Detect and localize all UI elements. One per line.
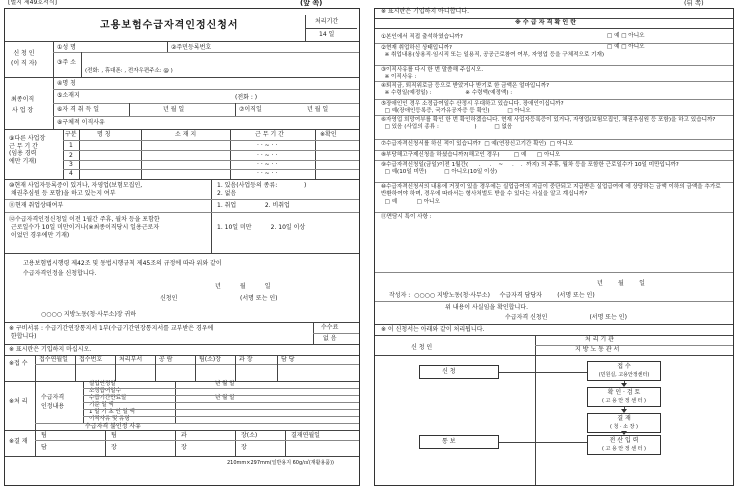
receipt-column-header: 과 장 — [239, 356, 253, 363]
checklist-divider — [375, 150, 733, 151]
flow-step-sub: (민원실, 고용안정센터) — [598, 372, 650, 378]
row-number: 3 — [69, 161, 73, 168]
checklist-question: ②현재 취업하신 상태입니까? ※ 취업내용(상용직·임시직 또는 일용직, 공공근로참여 여부, 자영업 등을 구체적으로 기재) — [381, 45, 605, 59]
processing-row-label: 기준 일 액 — [89, 401, 114, 408]
checklist-divider — [375, 99, 733, 100]
application-form-page — [4, 8, 360, 486]
receipt-column-header: 처리부서 — [119, 356, 143, 363]
receipt-label: ※접 수 — [9, 360, 28, 367]
column-divider — [235, 430, 236, 456]
addressee: ○○○○ 지방노동(청·사무소)장 귀하 — [41, 311, 137, 318]
processing-row-label: 실업인정일 — [89, 380, 116, 387]
row-number: 4 — [69, 170, 73, 177]
question-working-days: ⑫수급자격인정신청일 이전 1월간 주휴, 월차 등을 포함한 근로일수가 10일 미만이거나(※최종이직당시 일용근로자 이었던 경우에만 기재) — [9, 216, 160, 239]
checklist-divider — [375, 115, 733, 116]
column-divider — [195, 355, 196, 381]
col-name: 명 칭 — [97, 131, 111, 138]
fee-value: 없 음 — [323, 335, 337, 342]
processing-period-value: 14 일 — [319, 31, 335, 38]
flow-title: ※ 이 신청서는 아래와 같이 처리됩니다. — [381, 326, 485, 333]
checklist-divider — [375, 272, 733, 273]
receipt-column-header: 담 당 — [281, 356, 295, 363]
row-divider — [83, 395, 359, 396]
processing-label: ※처 리 — [9, 398, 28, 405]
processing-row-value: 년 월 일 — [215, 394, 235, 401]
flow-step-sub: ( 고 용 안 정 센 터 ) — [601, 398, 646, 404]
flow-step-label: 전 산 입 력 — [609, 437, 639, 444]
receipt-column-header: 팀(소)장 — [199, 356, 222, 363]
flow-apply-label: 신 청 — [442, 368, 456, 375]
applicant-confirm-sign: 수급자격 신청인 (서명 또는 인) — [505, 314, 627, 321]
checklist-question: ④퇴직금, 퇴직위로금 등으로 받았거나 받기로 한 금액은 얼마입니까? ※ 수령일(예정일) : ※ 수령액(예정액) : — [381, 83, 550, 97]
column-divider — [277, 355, 278, 381]
row-divider — [83, 388, 359, 389]
checklist-title: ※ 수 급 자 격 확 인 란 — [515, 19, 577, 26]
flow-step-label: 확 인 · 검 토 — [607, 389, 641, 396]
period-placeholder: · · ~ · · — [257, 170, 278, 177]
processing-row-label: 1 일 기 초 인 일 액 — [89, 408, 135, 415]
flow-notify-box — [419, 435, 499, 449]
row-divider — [83, 409, 359, 410]
approval-label: ※결 재 — [9, 438, 28, 445]
approval-column-header: 장(소) — [241, 432, 258, 439]
processing-period-label: 처리기간 — [315, 18, 339, 25]
checklist-question: ⑨수급자격신청일(금일)이전 1월간( . . ~ . . 까지) 의 주휴, 월차 등을 포함한 근로일수가 10일 미만입니까? □ 예(10일 미만) □ 아니오(10일 이상) — [381, 162, 679, 176]
checklist-divider — [375, 43, 733, 44]
question-employment-status: ⑪현재 취업상태여부 — [9, 202, 64, 209]
period-placeholder: · · ~ · · — [257, 161, 278, 168]
statement-date: 년 월 일 — [215, 283, 271, 290]
ineligibility-reason-label: 수급자격 불인정 사유 — [85, 423, 141, 430]
name-label: ①성 명 — [57, 44, 76, 51]
processing-row-label: 소정급여일수 — [89, 387, 121, 394]
form-title: 고용보험수급자격인정신청서 — [100, 20, 239, 31]
flow-col-agency-sub: 지 방 노 동 관 서 — [575, 346, 620, 353]
checklist-question: ⑦수급자격신청서를 하신 적이 있습니까? □ 예(연장신고기간 확인) □ 아니오 — [381, 141, 574, 147]
other-workplaces-label: ⑨다른 사업장 근 무 기 간 (임용 경력 에만 기재) — [9, 135, 46, 165]
answer-self-employment: 1. 있음(사업등의 종류: ) 2. 없음 — [217, 182, 307, 197]
flow-step-label: 접 수 — [617, 363, 631, 370]
column-divider — [115, 355, 116, 381]
flow-step-sub: ( 청 · 소 장 ) — [610, 424, 638, 430]
separation-date-label: ⑦이직일 — [239, 106, 262, 113]
hire-date-value: 년 월 일 — [163, 106, 185, 113]
flow-notify-label: 통 보 — [442, 438, 456, 445]
approval-column-header: 팀 — [41, 432, 47, 439]
period-placeholder: · · ~ · · — [257, 142, 278, 149]
legal-statement: 고용보험법시행령 제42조 및 동법시행규칙 제45조의 규정에 따라 위와 같이 수급자격인정을 신청합니다. — [23, 260, 222, 277]
paper-spec-footer: 210mm×297mm(일반용지 60g/㎡(재활용품)) — [227, 460, 335, 466]
flow-step-sub: ( 고 용 안 정 센 터 ) — [601, 446, 646, 452]
flow-step-box — [587, 435, 661, 455]
column-divider — [285, 430, 286, 456]
processing-row-label: 이직사유 및 유형 — [89, 415, 130, 422]
processing-row-label: 수급기간만료일 — [89, 394, 127, 401]
separation-date-value: 년 월 일 — [307, 106, 329, 113]
checklist-page — [374, 8, 734, 486]
approval-sub-label: 장 — [181, 444, 187, 451]
approval-sub-label: 장 — [241, 444, 247, 451]
checklist-question: ①본인에서 직접 출석하였습니까? — [381, 34, 463, 40]
workplace-section-label: 최종이직 사 업 장 — [11, 96, 35, 114]
flow-apply-box — [419, 365, 499, 379]
receipt-column-header: 접수번호 — [79, 356, 103, 363]
workplace-phone: (전화 : ) — [235, 94, 258, 101]
applicant-section-label: 신 청 인 (이 직 자) — [11, 50, 37, 67]
col-location: 소 재 지 — [175, 131, 197, 138]
address-label: ③주 소 — [57, 59, 76, 66]
flow-step-box — [587, 387, 661, 407]
checklist-question: ⑥자영업 희망여부를 확인 한 번 확인하겠습니다. 현재 사업자등록증이 있거나, 자영업(보험모집인, 채권추심원 등 포함)을 하고 있습니까? □ 있음 (사업의 종류 : ) □ 없음 — [381, 117, 716, 131]
checklist-divider — [375, 139, 733, 140]
receipt-column-header: 공 람 — [159, 356, 173, 363]
confirmation-line: 위 내용이 사실임을 확인합니다. — [445, 304, 528, 311]
workplace-address-label: ⑤소재지 — [57, 92, 80, 99]
required-documents-note: ※ 구비서류 : 수급기간연장통지서 1부(수급기간연장통지서를 교부받은 경우에 한합니다) — [9, 325, 214, 341]
fee-label: 수수료 — [321, 324, 339, 331]
approval-column-header: 과 — [181, 432, 187, 439]
receipt-column-header: 접수연월일 — [39, 356, 68, 363]
hire-date-label: ⑥자 격 취 득 일 — [57, 106, 99, 113]
side-label-front: (앞 쪽) — [300, 0, 323, 7]
rrn-label: ②주민등록번호 — [171, 44, 212, 51]
form-number: [별지 제49호서식] — [8, 0, 57, 6]
checklist-date: 년 월 일 — [597, 280, 645, 287]
checklist-divider — [375, 182, 733, 183]
checklist-options: □ 예 □ 아니오 — [607, 33, 645, 39]
eligibility-content-label: 수급자격 인정내용 — [41, 394, 65, 410]
side-label-back: (뒤 쪽) — [684, 0, 704, 7]
flow-col-agency: 처 리 기 관 — [585, 336, 614, 343]
office-use-note: ※ 표시란은 기입하지 마십시오. — [9, 346, 92, 353]
period-placeholder: · · ~ · · — [257, 152, 278, 159]
checklist-divider — [375, 160, 733, 161]
applicant-sign-hint: (서명 또는 인) — [240, 295, 278, 302]
separation-reason-label: ⑧구체적 이직사유 — [57, 119, 105, 126]
question-self-employment: ⑩현재 사업자등록증이 있거나, 자영업(보험모집인, 채권추심원 등 포함)을 하고 있는지 여부 — [9, 182, 143, 197]
flow-step-label: 결 재 — [617, 415, 631, 422]
column-divider — [235, 355, 236, 381]
processing-row-value: 년 월 일 — [215, 380, 235, 387]
answer-working-days: 1. 10일 미만 2. 10일 이상 — [217, 224, 306, 231]
contact-fields: (전화: , 휴대폰: , 전자우편주소: @ ) — [85, 68, 173, 74]
office-use-note: ※ 표시란은 기입하지 아니합니다. — [381, 8, 470, 15]
col-division: 구분 — [65, 131, 77, 138]
approval-column-header: 결재연월일 — [291, 432, 320, 439]
flow-col-applicant: 신 청 인 — [411, 344, 433, 351]
writer-line: 작성자 : ○○○○ 지방노동(청·사무소) 수급자격 담당자 (서명 또는 인) — [389, 292, 595, 299]
checklist-question: ⑩수급자격신청서의 내용에 거짓이 있을 경우에는 실업급여의 지급이 중단되고 지급받은 실업급여에 에 상당하는 금액 이하의 금액을 추가로 반환하여야 하며, 경우에 따라서는 형사처벌도 받을 수 있다는 사실을 알고 계십니까? □ 예 □ 아니오 — [381, 184, 721, 205]
approval-sub-label: 담 — [41, 444, 47, 451]
col-work-period: 근 무 기 간 — [255, 131, 284, 138]
answer-employment-status: 1. 취업 2. 비취업 — [217, 202, 290, 209]
applicant-sign-label: 신청인 — [160, 295, 178, 302]
column-divider — [105, 430, 106, 456]
column-divider — [155, 355, 156, 381]
checklist-options: □ 예 □ 아니오 — [607, 44, 645, 50]
checklist-divider — [375, 212, 733, 213]
approval-divider — [35, 440, 359, 441]
column-divider — [75, 355, 76, 381]
checklist-question: ⑪면담시 특이 사항 : — [381, 214, 432, 220]
checklist-divider — [375, 81, 733, 82]
approval-sub-label: 장 — [111, 444, 117, 451]
row-number: 1 — [69, 142, 73, 149]
workplace-name-label: ④명 칭 — [57, 80, 76, 87]
row-divider — [83, 416, 359, 417]
flow-step-box — [587, 361, 661, 381]
checklist-question: ⑤장애인인 경우 소정급여일수 산정시 우대하고 있습니다. 장애인이십니까? □ 예(장애인등록증, 국가유공자증 등 확인) □ 아니오 — [381, 101, 564, 115]
checklist-question: ③이직사유를 다시 한 번 말씀해 주십시오. ※ 이직사유 : — [381, 67, 484, 81]
col-confirm: ※확인 — [320, 131, 337, 138]
flow-step-box — [587, 413, 661, 433]
checklist-divider — [375, 65, 733, 66]
row-divider — [83, 402, 359, 403]
column-divider — [175, 430, 176, 456]
checklist-question: ⑧부당해고구제신청을 하셨습니까?(해고인 경우) □ 예 □ 아니오 — [381, 152, 561, 158]
row-number: 2 — [69, 152, 73, 159]
approval-column-header: 팀 — [111, 432, 117, 439]
